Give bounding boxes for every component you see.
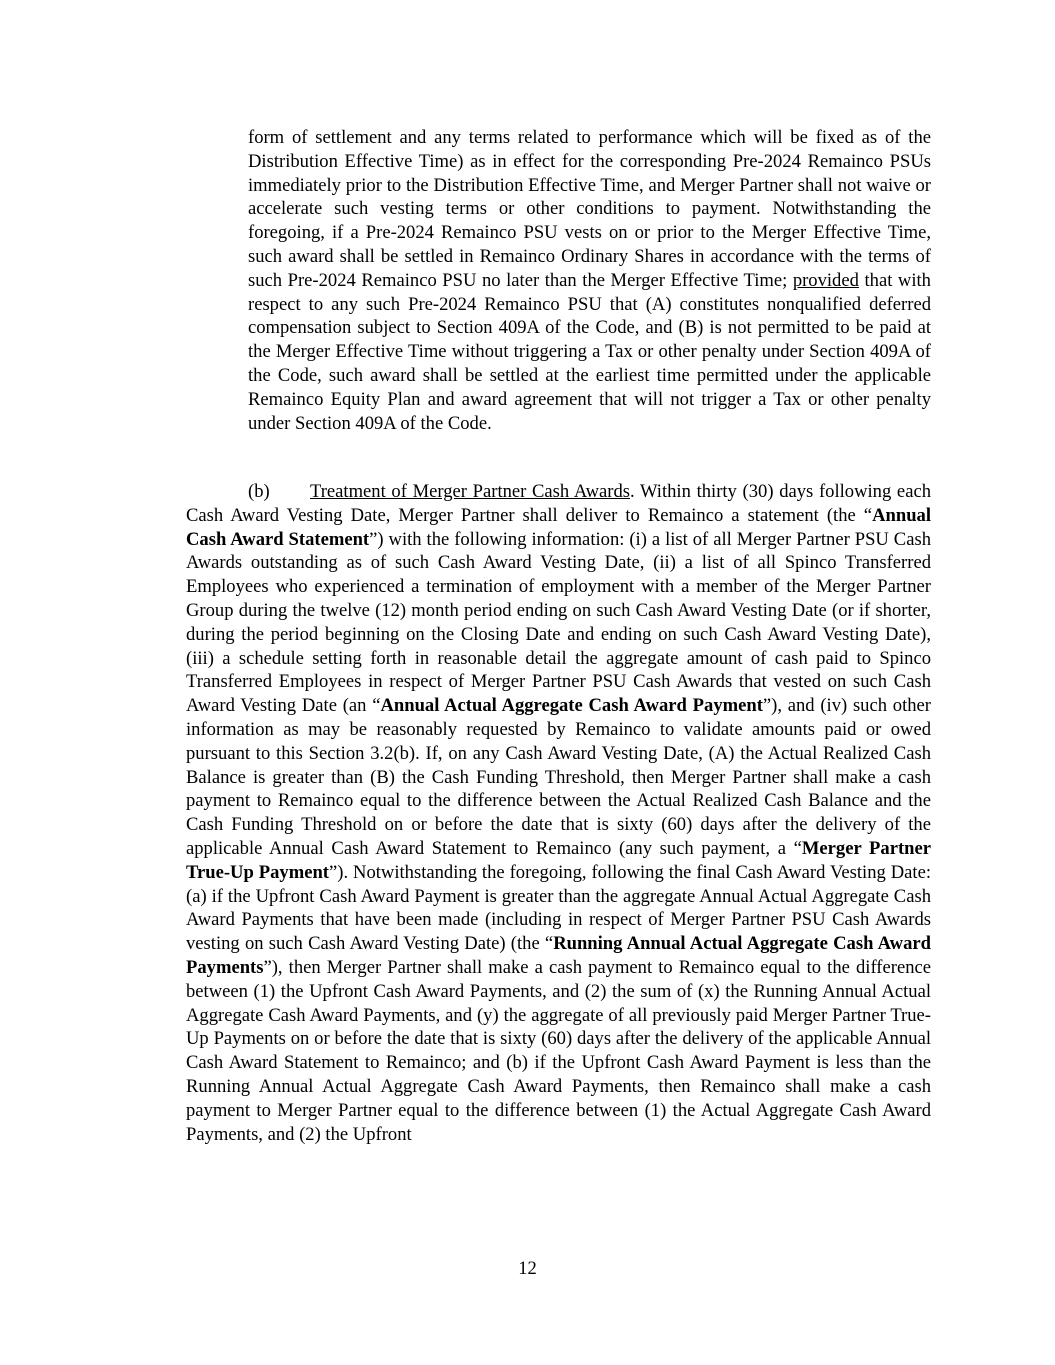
provided-term: provided [792,269,859,291]
paragraph-text: . Within thirty (30) days following each Cash Award Vesting Date, Merger Partner shall deliver to Remainco a statement (the “ [186,481,931,526]
paragraph-b [186,480,931,1146]
paragraph-text: ”) with the following information: (i) a list of all Merger Partner PSU Cash Awards outstanding as of such Cash Award Vesting Date, (ii) a list of all Spinco Transferred Employees who experienced a termination of employment with a member of the Merger Partner Group during the twelve (12) month period ending on such Cash Award Vesting Date (or if shorter, during the period beginning on the Closing Date and ending on such Cash Award Vesting Date), (iii) a schedule setting forth in reasonable detail the aggregate amount of cash paid to Spinco Transferred Employees in respect of Merger Partner PSU Cash Awards that vested on such Cash Award Vesting Date (an “ [186,528,931,717]
page-number: 12 [518,1258,537,1279]
defined-term: Annual Cash Award Statement [186,504,931,550]
paragraph-text: that with respect to any such Pre-2024 Remainco PSU that (A) constitutes nonqualified deferred compensation subject to Section 409A of the Code, and (B) is not permitted to be paid at the Merger Effective Time without triggering a Tax or other penalty under Section 409A of the Code, such award shall be settled at the earliest time permitted under the applicable Remainco Equity Plan and award agreement that will not trigger a Tax or other penalty under Section 409A of the Code. [248,269,931,434]
section-label: (b) [248,481,270,502]
paragraph-text: form of settlement and any terms related to performance which will be fixed as of the Distribution Effective Time) as in effect for the corresponding Pre-2024 Remainco PSUs immediately prior to the Distribution Effective Time, and Merger Partner shall not waive or accelerate such vesting terms or other conditions to payment. Notwithstanding the foregoing, if a Pre-2024 Remainco PSU vests on or prior to the Merger Effective Time, such award shall be settled in Remainco Ordinary Shares in accordance with the terms of such Pre-2024 Remainco PSU no later than the Merger Effective Time; [248,127,931,291]
defined-term: Running Annual Actual Aggregate Cash Award Payments [186,933,931,978]
paragraph-text: ”), then Merger Partner shall make a cash payment to Remainco equal to the difference between (1) the Upfront Cash Award Payments, and (2) the sum of (x) the Running Annual Actual Aggregate Cash Award Payments, and (y) the aggregate of all previously paid Merger Partner True-Up Payments on or before the date that is sixty (60) days after the delivery of the applicable Annual Cash Award Statement to Remainco; and (b) if the Upfront Cash Award Payment is less than the Running Annual Actual Aggregate Cash Award Payments, then Remainco shall make a cash payment to Merger Partner equal to the difference between (1) the Actual Aggregate Cash Award Payments, and (2) the Upfront [186,956,931,1145]
defined-term: Merger Partner True-Up Payment [186,837,931,883]
paragraph-a-continued [248,126,931,435]
paragraph-text: ”). Notwithstanding the foregoing, following the final Cash Award Vesting Date: (a) if the Upfront Cash Award Payment is greater than the aggregate Annual Actual Aggregate Cash Award Payments that have been made (including in respect of Merger Partner PSU Cash Awards vesting on such Cash Award Vesting Date) (the “ [186,861,931,955]
section-heading: Treatment of Merger Partner Cash Awards [310,481,630,502]
paragraph-text: ”), and (iv) such other information as may be reasonably requested by Remainco to validate amounts paid or owed pursuant to this Section 3.2(b). If, on any Cash Award Vesting Date, (A) the Actual Realized Cash Balance is greater than (B) the Cash Funding Threshold, then Merger Partner shall make a cash payment to Remainco equal to the difference between the Actual Realized Cash Balance and the Cash Funding Threshold on or before the date that is sixty (60) days after the delivery of the applicable Annual Cash Award Statement to Remainco (any such payment, a “ [186,695,931,859]
defined-term: Annual Actual Aggregate Cash Award Payment [380,695,763,717]
